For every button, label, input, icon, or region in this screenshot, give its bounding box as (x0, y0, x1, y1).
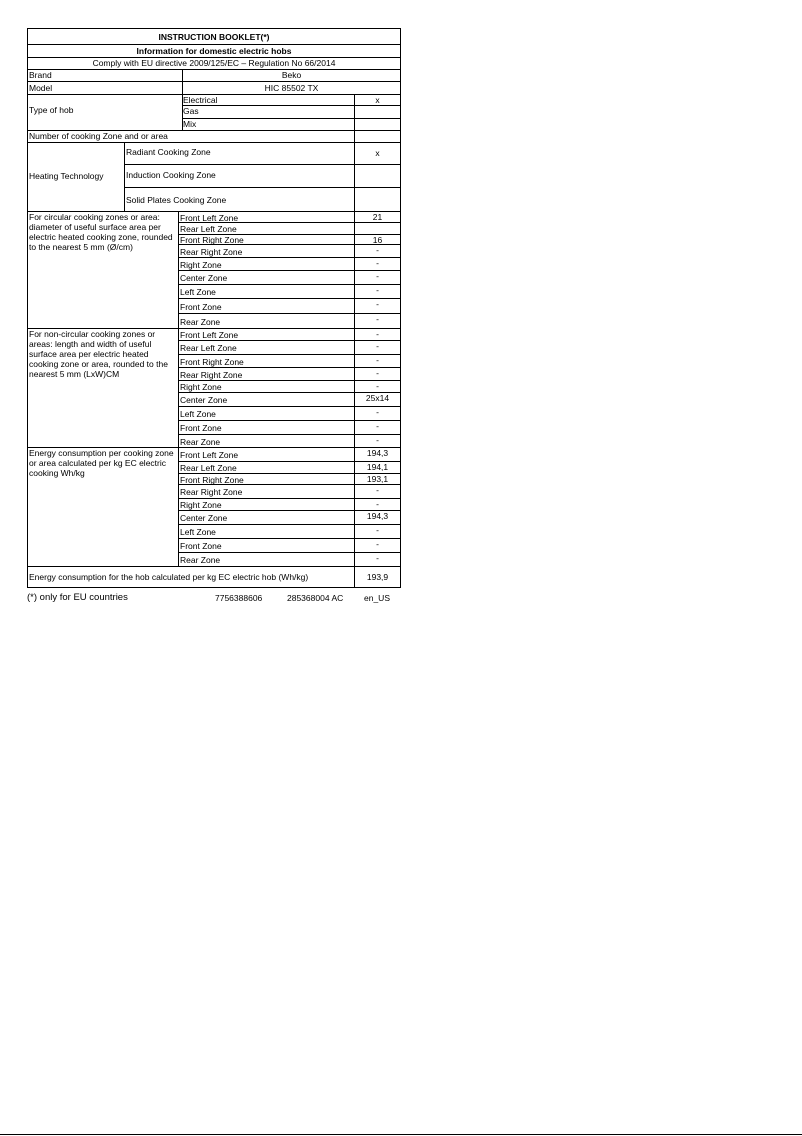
zone-name: Front Zone (180, 302, 222, 312)
page-edge-line (0, 1134, 802, 1135)
divider (354, 211, 355, 328)
zone-value: - (376, 435, 379, 445)
footer-code: 7756388606 (215, 593, 263, 603)
divider (124, 164, 400, 165)
brand-label: Brand (29, 70, 52, 80)
zone-name: Right Zone (180, 382, 222, 392)
model-label: Model (29, 83, 53, 93)
zone-name: Front Left Zone (180, 450, 239, 460)
zone-value: 193,1 (366, 474, 389, 484)
heating-option: Induction Cooking Zone (126, 170, 216, 180)
zone-value: - (376, 525, 379, 535)
zone-value: - (376, 299, 379, 309)
total-label: Energy consumption for the hob calculated per kg EC electric hob (Wh/kg) (29, 572, 309, 582)
zone-name: Center Zone (180, 395, 228, 405)
zone-name: Front Zone (180, 423, 222, 433)
zone-name: Rear Right Zone (180, 247, 243, 257)
zone-name: Rear Zone (180, 555, 221, 565)
zone-value: - (376, 553, 379, 563)
table-subtitle: Information for domestic electric hobs (136, 46, 292, 56)
zone-name: Rear Zone (180, 437, 221, 447)
zone-name: Front Right Zone (180, 357, 244, 367)
zone-value: - (376, 485, 379, 495)
zone-value: 16 (372, 235, 383, 245)
model-value: HIC 85502 TX (264, 83, 319, 93)
zone-value: - (376, 341, 379, 351)
zone-value: - (376, 381, 379, 391)
divider (124, 187, 400, 188)
zone-name: Rear Right Zone (180, 487, 243, 497)
directive-text: Comply with EU directive 2009/125/EC – Regulation No 66/2014 (92, 58, 336, 68)
zone-name: Front Left Zone (180, 330, 239, 340)
footer-locale: en_US (364, 593, 390, 603)
heating-mark: x (375, 148, 380, 158)
hob-type-mark: x (375, 95, 380, 105)
hob-type-option: Mix (183, 119, 197, 129)
zone-value: 194,1 (366, 462, 389, 472)
divider (28, 142, 400, 143)
heating-label: Heating Technology (29, 171, 104, 181)
zone-value: 21 (372, 212, 383, 222)
zone-name: Rear Right Zone (180, 370, 243, 380)
zone-name: Center Zone (180, 273, 228, 283)
brand-value: Beko (281, 70, 302, 80)
zone-name: Right Zone (180, 260, 222, 270)
zone-name: Left Zone (180, 287, 216, 297)
zone-name: Left Zone (180, 409, 216, 419)
zone-value: - (376, 258, 379, 268)
zone-name: Front Right Zone (180, 475, 244, 485)
zone-name: Rear Left Zone (180, 224, 237, 234)
table-title: INSTRUCTION BOOKLET(*) (158, 32, 270, 42)
zone-name: Left Zone (180, 527, 216, 537)
divider (28, 566, 400, 567)
zone-value: - (376, 407, 379, 417)
zone-value: - (376, 271, 379, 281)
zone-value: - (376, 499, 379, 509)
zone-name: Rear Zone (180, 317, 221, 327)
divider (28, 44, 400, 45)
zone-value: - (376, 421, 379, 431)
zone-value: 25x14 (365, 393, 390, 403)
zone-name: Right Zone (180, 500, 222, 510)
heating-option: Radiant Cooking Zone (126, 147, 211, 157)
divider (354, 328, 355, 447)
zone-name: Rear Left Zone (180, 343, 237, 353)
zone-value: - (376, 314, 379, 324)
zone-value: - (376, 368, 379, 378)
divider (178, 211, 179, 328)
zone-value: - (376, 355, 379, 365)
divider (28, 81, 400, 82)
zone-name: Front Right Zone (180, 235, 244, 245)
zone-value: - (376, 539, 379, 549)
divider (178, 447, 179, 566)
zone-name: Center Zone (180, 513, 228, 523)
hob-type-option: Electrical (183, 95, 218, 105)
hob-type-option: Gas (183, 106, 199, 116)
zones-count-label: Number of cooking Zone and or area (29, 131, 168, 141)
total-value: 193,9 (366, 572, 389, 582)
noncircular-label: For non-circular cooking zones or areas: length and width of useful surface area per electric heated cooking zone or area, rounded to the nearest 5 mm (LxW)CM (29, 329, 168, 379)
energy-info-table (27, 28, 401, 588)
heating-option: Solid Plates Cooking Zone (126, 195, 227, 205)
zone-name: Front Left Zone (180, 213, 239, 223)
zone-value: - (376, 245, 379, 255)
zone-name: Rear Left Zone (180, 463, 237, 473)
zone-name: Front Zone (180, 541, 222, 551)
zone-value: - (376, 329, 379, 339)
zone-value: - (376, 285, 379, 295)
divider (178, 222, 400, 223)
zone-value: 194,3 (366, 448, 389, 458)
divider (182, 118, 400, 119)
divider (178, 328, 179, 447)
divider (124, 142, 125, 211)
divider (182, 105, 400, 106)
footer-note: (*) only for EU countries (27, 592, 128, 603)
zone-value: 194,3 (366, 511, 389, 521)
energy-label: Energy consumption per cooking zone or area calculated per kg EC electric cooking Wh/kg (29, 448, 174, 478)
circular-label: For circular cooking zones or area: diameter of useful surface area per electric heated cooking zone, rounded to the nearest 5 mm (Ø/cm) (29, 212, 173, 252)
hob-type-label: Type of hob (29, 105, 74, 115)
footer-code: 285368004 AC (287, 593, 344, 603)
